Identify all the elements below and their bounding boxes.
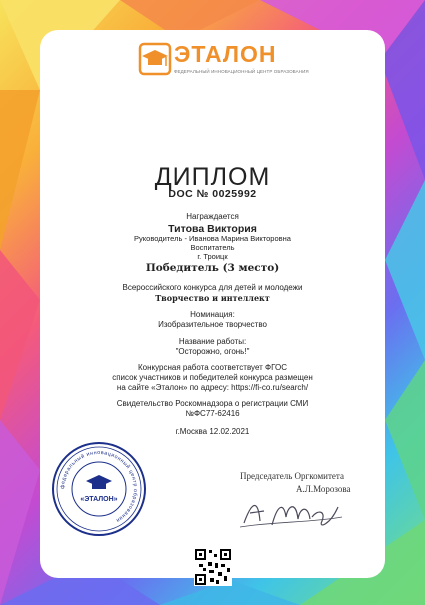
diploma-title: ДИПЛОМ [154, 163, 271, 191]
seal-ring-text: федеральный инновационный центр образования [59, 449, 139, 524]
document-number: DOC № 0025992 [168, 188, 257, 200]
fgos-line-3: на сайте «Эталон» по адресу: https://fi-co.ru/search/ [116, 383, 309, 392]
logo-word: ЭТАЛОН [174, 41, 277, 67]
work-label: Название работы: [178, 337, 247, 346]
seal-center-text: «ЭТАЛОН» [80, 496, 118, 503]
etalon-logo [138, 41, 309, 85]
work-title: "Осторожно, огонь!" [175, 347, 250, 356]
logo-subtitle: ФЕДЕРАЛЬНЫЙ ИННОВАЦИОННЫЙ ЦЕНТР ОБРАЗОВАНИЯ [174, 69, 309, 74]
signature-role: Председатель Оргкомитета [240, 471, 344, 481]
fgos-line-2: список участников и победителей конкурса размещен [112, 373, 313, 382]
fgos-line-1: Конкурсная работа соответствует ФГОС [138, 363, 287, 372]
contest-name: Творчество и интеллект [155, 293, 270, 303]
contest-line: Всероссийского конкурса для детей и молодежи [122, 283, 303, 292]
signature-block [240, 470, 400, 496]
result: Победитель (3 место) [145, 262, 280, 274]
recipient-name: Титова Виктория [168, 223, 257, 235]
supervisor: Руководитель - Иванова Марина Викторовна [134, 234, 291, 243]
qr-code [194, 548, 232, 586]
nomination-label: Номинация: [190, 310, 235, 319]
awarded-label: Награждается [186, 212, 239, 221]
date-place: г.Москва 12.02.2021 [175, 427, 250, 436]
license-line-2: №ФС77-62416 [185, 409, 240, 418]
supervisor-role: Воспитатель [190, 243, 235, 252]
signature-name: А.Л.Морозова [296, 484, 351, 494]
nomination: Изобразительное творчество [158, 320, 267, 329]
graduation-cap-icon [138, 42, 172, 76]
license-line-1: Свидетельство Роскомнадзора о регистрации СМИ [116, 399, 309, 408]
city: г. Троицк [197, 252, 228, 261]
handwritten-signature [238, 495, 348, 531]
official-seal [50, 440, 148, 538]
